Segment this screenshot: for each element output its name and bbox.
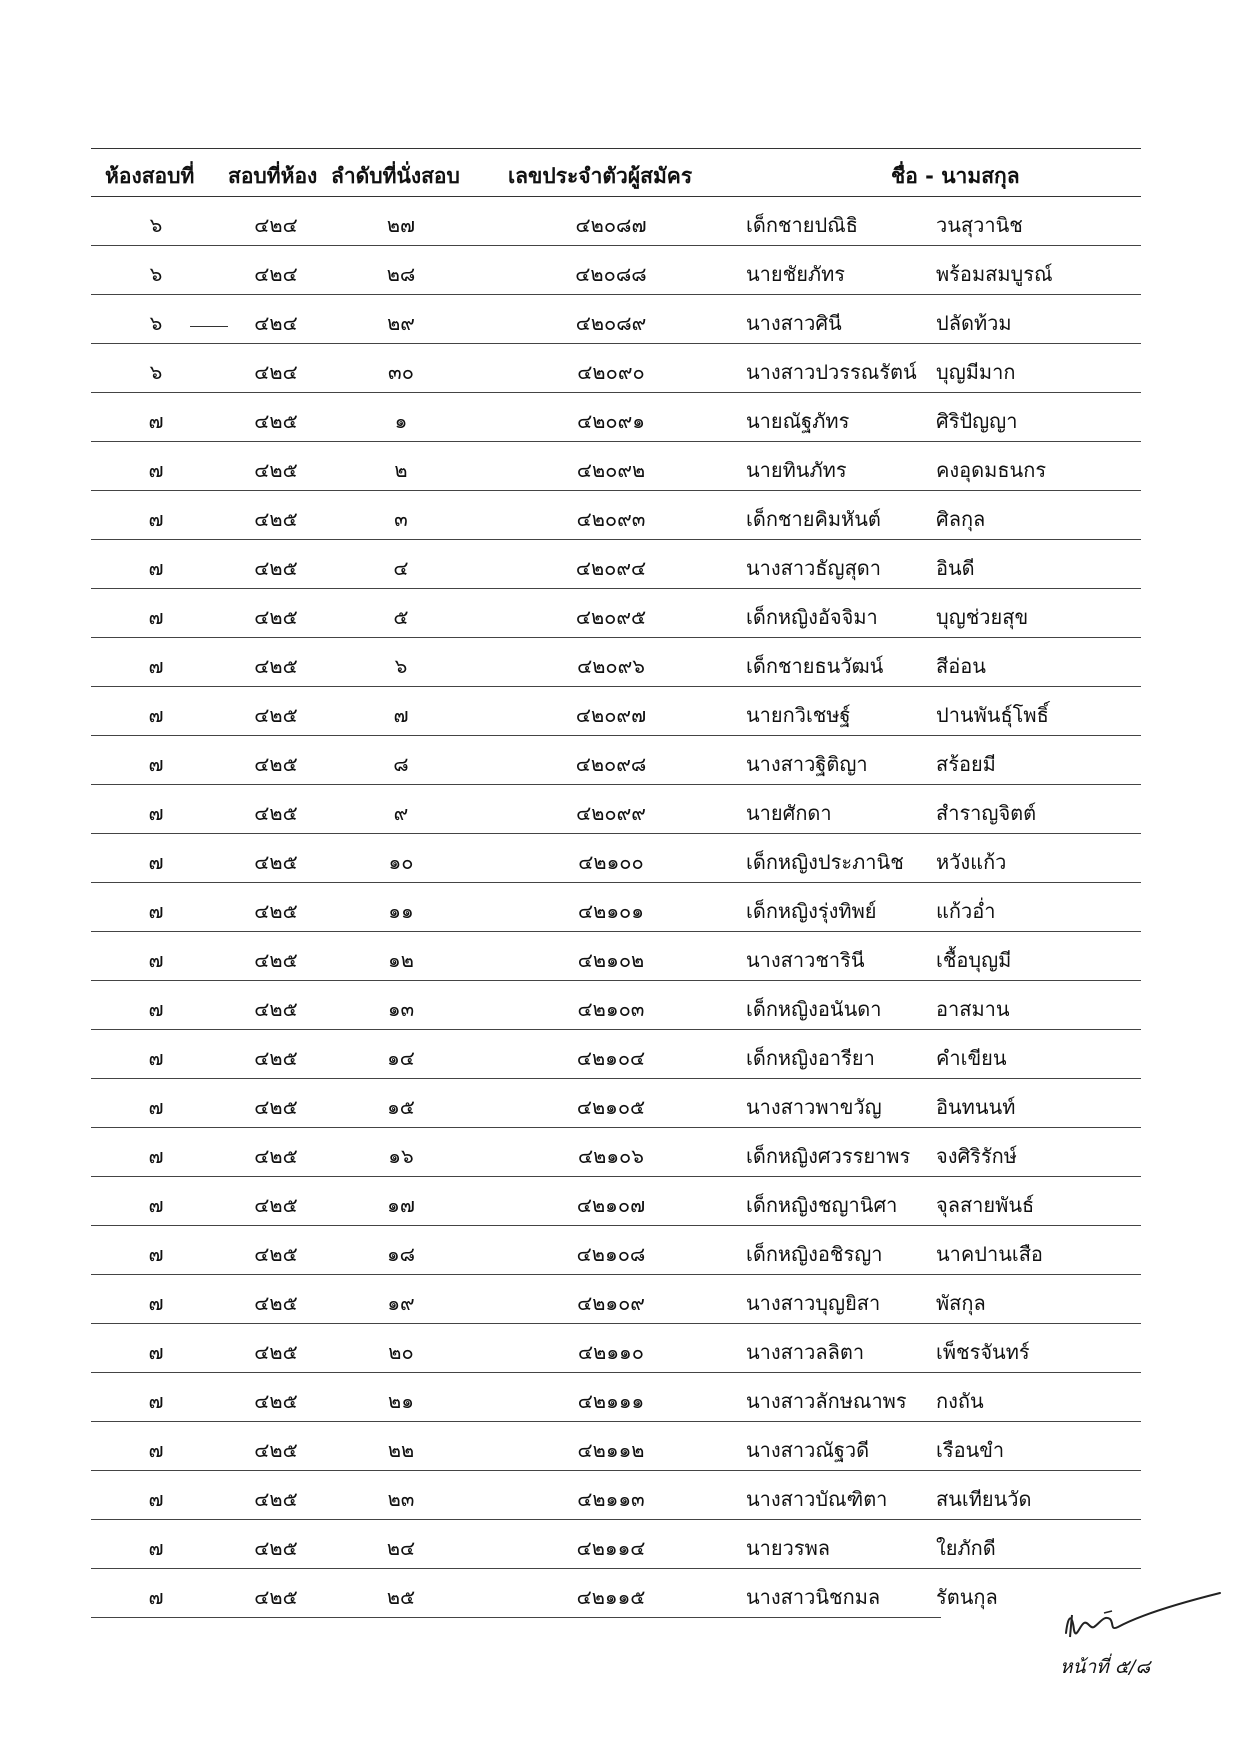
cell-seat: ๒๐	[388, 1340, 414, 1364]
cell-first-name: เด็กหญิงอนันดา	[746, 997, 882, 1021]
cell-first-name: นางสาวลักษณาพร	[746, 1389, 907, 1413]
cell-last-name: ปานพันธุ์โพธิ์	[936, 703, 1049, 727]
cell-first-name: นางสาวบัณฑิตา	[746, 1487, 888, 1511]
table-row	[91, 344, 1141, 393]
pen-mark	[190, 326, 228, 327]
cell-applicant-id: ๔๒๑๐๙	[577, 1291, 645, 1315]
table-row	[91, 1275, 1141, 1324]
cell-applicant-id: ๔๒๑๐๔	[576, 1046, 646, 1070]
cell-last-name: บุญช่วยสุข	[936, 605, 1029, 629]
cell-first-name: นางสาวชารินี	[746, 948, 865, 972]
cell-applicant-id: ๔๒๑๐๐	[578, 850, 644, 874]
cell-room: ๗	[148, 654, 164, 678]
cell-first-name: เด็กหญิงอัจจิมา	[746, 605, 878, 629]
cell-first-name: เด็กหญิงประภานิช	[746, 850, 904, 874]
cell-first-name: นางสาวปวรรณรัตน์	[746, 360, 917, 384]
cell-room: ๗	[148, 997, 164, 1021]
cell-exam-room: ๔๒๕	[254, 507, 298, 531]
cell-last-name: คงอุดมธนกร	[936, 458, 1047, 482]
cell-applicant-id: ๔๒๑๐๖	[578, 1144, 644, 1168]
cell-room: ๗	[148, 899, 164, 923]
cell-room: ๗	[148, 556, 164, 580]
cell-last-name: สนเทียนวัด	[936, 1487, 1032, 1511]
cell-first-name: เด็กชายธนวัฒน์	[746, 654, 884, 678]
cell-exam-room: ๔๒๕	[254, 654, 298, 678]
cell-last-name: พัสกุล	[936, 1291, 986, 1315]
cell-last-name: สีอ่อน	[936, 654, 986, 678]
cell-first-name: นางสาวธัญสุดา	[746, 556, 882, 580]
cell-exam-room: ๔๒๕	[254, 850, 298, 874]
table-row	[91, 736, 1141, 785]
header-seat: ลำดับที่นั่งสอบ	[331, 164, 460, 188]
cell-seat: ๑๙	[387, 1291, 415, 1315]
cell-seat: ๗	[393, 703, 409, 727]
cell-seat: ๓	[394, 507, 408, 531]
cell-applicant-id: ๔๒๐๘๘	[575, 262, 647, 286]
cell-room: ๗	[148, 1242, 164, 1266]
cell-seat: ๔	[393, 556, 409, 580]
header-name: ชื่อ - นามสกุล	[891, 164, 1020, 188]
cell-exam-room: ๔๒๕	[254, 1585, 298, 1609]
cell-first-name: นางสาวบุญยิสา	[746, 1291, 881, 1315]
cell-exam-room: ๔๒๕	[254, 605, 298, 629]
cell-room: ๗	[148, 409, 164, 433]
cell-applicant-id: ๔๒๐๙๗	[575, 703, 647, 727]
cell-room: ๗	[148, 1340, 164, 1364]
cell-first-name: นางสาวฐิติญา	[746, 752, 868, 776]
cell-room: ๗	[148, 1046, 164, 1070]
cell-first-name: นางสาวพาขวัญ	[746, 1095, 882, 1119]
cell-last-name: อาสมาน	[936, 997, 1010, 1021]
table-row	[91, 589, 1141, 638]
cell-exam-room: ๔๒๕	[254, 1095, 298, 1119]
cell-first-name: เด็กหญิงรุ่งทิพย์	[746, 899, 877, 923]
cell-exam-room: ๔๒๕	[254, 1144, 298, 1168]
cell-first-name: นายวรพล	[746, 1536, 831, 1560]
cell-exam-room: ๔๒๕	[254, 1046, 298, 1070]
cell-room: ๗	[148, 1487, 164, 1511]
cell-room: ๗	[148, 1585, 164, 1609]
cell-seat: ๒๒	[387, 1438, 415, 1462]
cell-applicant-id: ๔๒๐๙๒	[576, 458, 646, 482]
table-row	[91, 1471, 1141, 1520]
cell-room: ๗	[148, 1144, 164, 1168]
cell-room: ๗	[148, 458, 164, 482]
cell-first-name: นายกวิเชษฐ์	[746, 703, 851, 727]
cell-first-name: เด็กหญิงอารียา	[746, 1046, 875, 1070]
cell-seat: ๑๖	[388, 1144, 414, 1168]
cell-applicant-id: ๔๒๑๐๘	[576, 1242, 646, 1266]
cell-last-name: แก้วอ่ำ	[936, 899, 996, 923]
table-header	[91, 150, 1141, 196]
table-row	[91, 491, 1141, 540]
cell-seat: ๙	[393, 801, 409, 825]
cell-exam-room: ๔๒๕	[254, 1389, 298, 1413]
cell-seat: ๘	[393, 752, 409, 776]
cell-first-name: เด็กชายคิมหันต์	[746, 507, 881, 531]
cell-exam-room: ๔๒๔	[254, 213, 298, 237]
table-row	[91, 1079, 1141, 1128]
table-row	[91, 1324, 1141, 1373]
cell-seat: ๖	[394, 654, 408, 678]
cell-exam-room: ๔๒๕	[254, 1291, 298, 1315]
table-row	[91, 1030, 1141, 1079]
table-row	[91, 687, 1141, 736]
cell-seat: ๒๙	[387, 311, 415, 335]
table-row	[91, 981, 1141, 1030]
header-room: ห้องสอบที่	[105, 164, 195, 188]
cell-exam-room: ๔๒๕	[254, 801, 298, 825]
cell-seat: ๕	[393, 605, 409, 629]
cell-first-name: นายศักดา	[746, 801, 832, 825]
table-row	[91, 1226, 1141, 1275]
cell-seat: ๒๔	[386, 1536, 416, 1560]
cell-first-name: นางสาวณัฐวดี	[746, 1438, 870, 1462]
cell-applicant-id: ๔๒๐๘๙	[575, 311, 647, 335]
cell-last-name: อินดี	[936, 556, 975, 580]
cell-first-name: นางสาวศินี	[746, 311, 842, 335]
cell-exam-room: ๔๒๔	[254, 360, 298, 384]
table-row	[91, 295, 1141, 344]
cell-exam-room: ๔๒๕	[254, 1193, 298, 1217]
cell-room: ๗	[148, 801, 164, 825]
cell-seat: ๑๑	[388, 899, 414, 923]
cell-first-name: นายทินภัทร	[746, 458, 847, 482]
cell-last-name: รัตนกุล	[936, 1585, 998, 1609]
cell-exam-room: ๔๒๕	[254, 458, 298, 482]
cell-applicant-id: ๔๒๐๙๐	[577, 360, 645, 384]
cell-room: ๗	[148, 1438, 164, 1462]
cell-exam-room: ๔๒๕	[254, 1242, 298, 1266]
top-rule	[91, 148, 1141, 149]
cell-seat: ๑๘	[386, 1242, 416, 1266]
cell-first-name: นางสาวนิชกมล	[746, 1585, 881, 1609]
cell-last-name: นาคปานเสือ	[936, 1242, 1043, 1266]
cell-room: ๖	[149, 213, 163, 237]
table-row	[91, 540, 1141, 589]
cell-seat: ๒๓	[387, 1487, 415, 1511]
cell-exam-room: ๔๒๕	[254, 1536, 298, 1560]
cell-applicant-id: ๔๒๐๘๗	[575, 213, 647, 237]
cell-exam-room: ๔๒๕	[254, 409, 298, 433]
table-row	[91, 932, 1141, 981]
cell-last-name: เรือนขำ	[936, 1438, 1005, 1462]
cell-applicant-id: ๔๒๐๙๔	[575, 556, 647, 580]
cell-applicant-id: ๔๒๑๑๒	[577, 1438, 645, 1462]
cell-room: ๗	[148, 703, 164, 727]
cell-last-name: สร้อยมี	[936, 752, 996, 776]
cell-applicant-id: ๔๒๑๐๕	[576, 1095, 646, 1119]
table-row	[91, 442, 1141, 491]
cell-room: ๗	[148, 948, 164, 972]
cell-applicant-id: ๔๒๑๑๑	[577, 1389, 645, 1413]
cell-last-name: หวังแก้ว	[936, 850, 1007, 874]
cell-last-name: พร้อมสมบูรณ์	[936, 262, 1053, 286]
table-row	[91, 1569, 1141, 1618]
cell-applicant-id: ๔๒๐๙๕	[575, 605, 647, 629]
cell-exam-room: ๔๒๕	[254, 948, 298, 972]
cell-exam-room: ๔๒๕	[254, 703, 298, 727]
cell-room: ๖	[149, 262, 163, 286]
cell-last-name: สำราญจิตต์	[936, 801, 1037, 825]
cell-exam-room: ๔๒๔	[254, 262, 298, 286]
cell-seat: ๑๕	[387, 1095, 415, 1119]
cell-applicant-id: ๔๒๑๐๓	[577, 997, 645, 1021]
cell-applicant-id: ๔๒๑๑๕	[576, 1585, 646, 1609]
cell-last-name: ศิลกุล	[936, 507, 986, 531]
cell-exam-room: ๔๒๕	[254, 1487, 298, 1511]
cell-applicant-id: ๔๒๑๑๓	[577, 1487, 645, 1511]
cell-applicant-id: ๔๒๐๙๓	[576, 507, 646, 531]
cell-exam-room: ๔๒๕	[254, 556, 298, 580]
cell-seat: ๑๒	[388, 948, 414, 972]
cell-exam-room: ๔๒๕	[254, 1340, 298, 1364]
cell-exam-room: ๔๒๕	[254, 899, 298, 923]
cell-applicant-id: ๔๒๐๙๖	[577, 654, 645, 678]
table-row	[91, 246, 1141, 295]
table-row	[91, 1128, 1141, 1177]
cell-first-name: นายณัฐภัทร	[746, 409, 850, 433]
cell-last-name: กงถัน	[936, 1389, 984, 1413]
cell-seat: ๒๑	[388, 1389, 414, 1413]
cell-applicant-id: ๔๒๐๙๘	[575, 752, 647, 776]
cell-last-name: จงศิริรักษ์	[936, 1144, 1017, 1168]
cell-last-name: คำเขียน	[936, 1046, 1007, 1070]
cell-last-name: ใยภักดี	[936, 1536, 996, 1560]
table-row	[91, 638, 1141, 687]
cell-seat: ๑๗	[387, 1193, 415, 1217]
row-divider	[91, 1617, 941, 1618]
cell-first-name: เด็กหญิงอชิรญา	[746, 1242, 883, 1266]
cell-first-name: เด็กหญิงชญานิศา	[746, 1193, 898, 1217]
cell-seat: ๑๔	[387, 1046, 415, 1070]
cell-first-name: นายชัยภัทร	[746, 262, 846, 286]
cell-last-name: บุญมีมาก	[936, 360, 1016, 384]
cell-applicant-id: ๔๒๐๙๙	[576, 801, 646, 825]
signature	[1060, 1585, 1230, 1649]
cell-seat: ๒๕	[386, 1585, 416, 1609]
cell-room: ๗	[148, 1389, 164, 1413]
cell-seat: ๒๘	[386, 262, 416, 286]
cell-room: ๗	[148, 1095, 164, 1119]
table-row	[91, 1177, 1141, 1226]
cell-last-name: วนสุวานิช	[936, 213, 1023, 237]
cell-exam-room: ๔๒๕	[254, 1438, 298, 1462]
cell-first-name: นางสาวลลิตา	[746, 1340, 865, 1364]
cell-seat: ๓๐	[388, 360, 414, 384]
cell-applicant-id: ๔๒๑๑๐	[578, 1340, 644, 1364]
header-applicant-id: เลขประจำตัวผู้สมัคร	[508, 164, 693, 188]
cell-seat: ๑	[394, 409, 408, 433]
cell-first-name: เด็กหญิงศวรรยาพร	[746, 1144, 911, 1168]
cell-last-name: อินทนนท์	[936, 1095, 1016, 1119]
cell-room: ๗	[148, 1291, 164, 1315]
table-row	[91, 834, 1141, 883]
table-row	[91, 883, 1141, 932]
cell-room: ๗	[148, 752, 164, 776]
cell-exam-room: ๔๒๕	[254, 997, 298, 1021]
cell-seat: ๑๐	[388, 850, 414, 874]
cell-last-name: เพ็ชรจันทร์	[936, 1340, 1030, 1364]
signature-drawing	[1060, 1585, 1230, 1645]
page-number: หน้าที่ ๕/๘	[1060, 1656, 1151, 1678]
table-row	[91, 1422, 1141, 1471]
cell-seat: ๑๓	[387, 997, 415, 1021]
header-exam-room: สอบที่ห้อง	[228, 164, 318, 188]
cell-room: ๗	[148, 605, 164, 629]
cell-seat: ๒	[394, 458, 408, 482]
cell-room: ๗	[148, 507, 164, 531]
cell-last-name: ปลัดท้วม	[936, 311, 1012, 335]
cell-exam-room: ๔๒๔	[254, 311, 298, 335]
table-row	[91, 393, 1141, 442]
cell-seat: ๒๗	[386, 213, 416, 237]
cell-last-name: เชื้อบุญมี	[936, 948, 1012, 972]
cell-room: ๖	[149, 360, 163, 384]
cell-room: ๗	[148, 1193, 164, 1217]
table-row	[91, 1373, 1141, 1422]
table-row	[91, 785, 1141, 834]
cell-applicant-id: ๔๒๑๐๑	[578, 899, 644, 923]
cell-last-name: ศิริปัญญา	[936, 409, 1018, 433]
cell-applicant-id: ๔๒๑๑๔	[576, 1536, 646, 1560]
cell-applicant-id: ๔๒๑๐๗	[576, 1193, 646, 1217]
cell-room: ๖	[149, 311, 163, 335]
cell-room: ๗	[148, 1536, 164, 1560]
cell-room: ๗	[148, 850, 164, 874]
table-row	[91, 1520, 1141, 1569]
cell-first-name: เด็กชายปณิธิ	[746, 213, 858, 237]
cell-applicant-id: ๔๒๑๐๒	[577, 948, 645, 972]
cell-last-name: จุลสายพันธ์	[936, 1193, 1035, 1217]
table-row	[91, 197, 1141, 246]
cell-exam-room: ๔๒๕	[254, 752, 298, 776]
cell-applicant-id: ๔๒๐๙๑	[577, 409, 645, 433]
